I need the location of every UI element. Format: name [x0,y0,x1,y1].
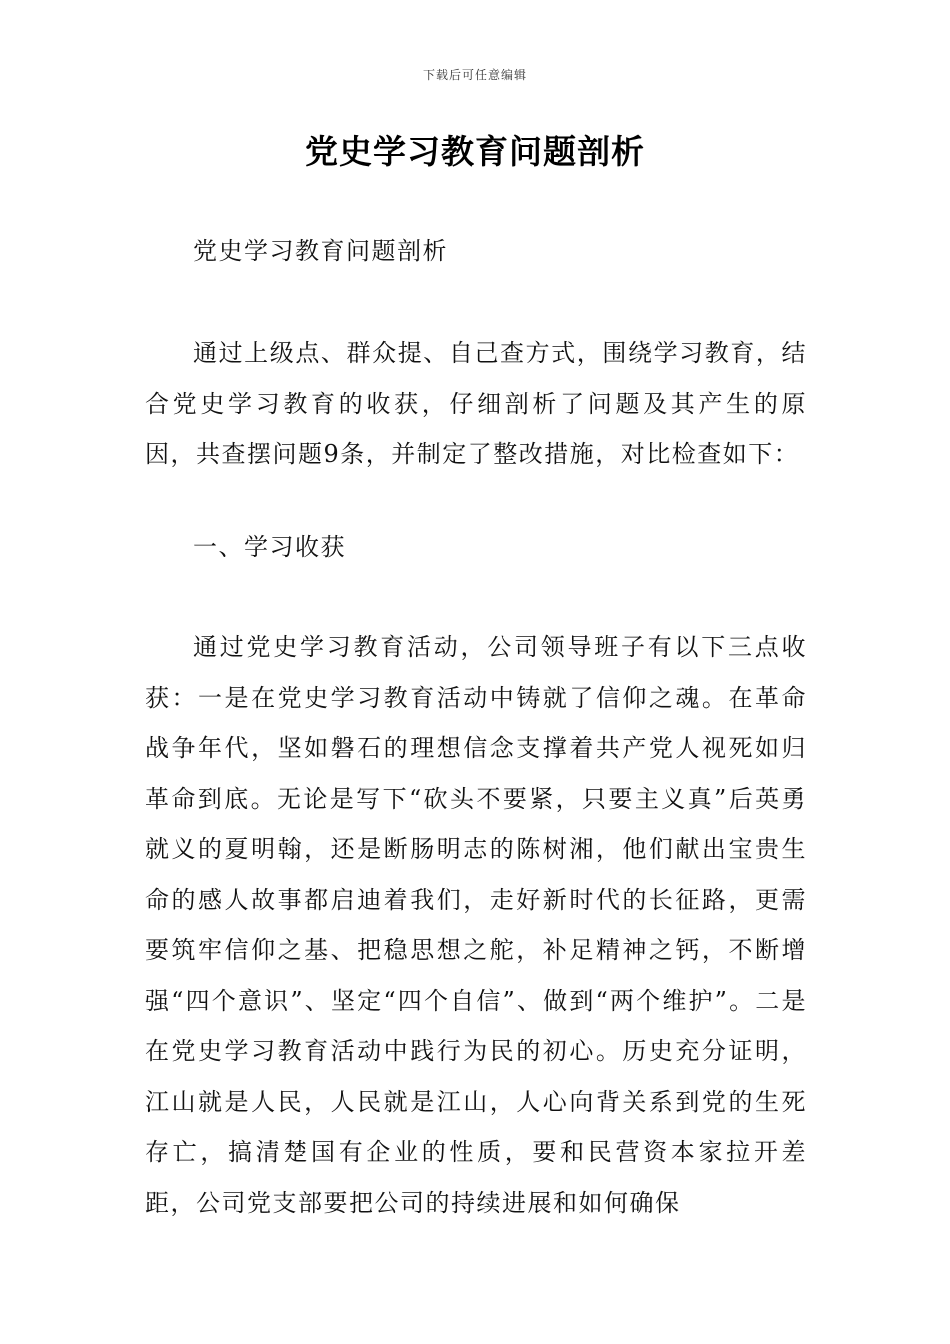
section-heading-learning-gains: 一、学习收获 [193,533,346,561]
header-note: 下载后可任意编辑 [422,68,527,82]
paragraph-subtitle: 党史学习教育问题剖析 [193,237,448,265]
document-title: 党史学习教育问题剖析 [305,132,645,171]
paragraph-intro: 通过上级点、群众提、自己查方式，围绕学习教育，结合党史学习教育的收获，仔细剖析了问题及其产生的原因，共查摆问题9条，并制定了整改措施，对比检查如下： [145,339,807,468]
paragraph-learning-gains: 通过党史学习教育活动，公司领导班子有以下三点收获：一是在党史学习教育活动中铸就了信仰之魂。在革命战争年代，坚如磐石的理想信念支撑着共产党人视死如归革命到底。无论是写下“砍头不要紧，只要主义真”后英勇就义的夏明翰，还是断肠明志的陈树湘，他们献出宝贵生命的感人故事都启迪着我们，走好新时代的长征路，更需要筑牢信仰之基、把稳思想之舵，补足精神之钙，不断增强“四个意识”、坚定“四个自信”、做到“两个维护”。二是在党史学习教育活动中践行为民的初心。历史充分证明，江山就是人民，人民就是江山，人心向背关系到党的生死存亡，搞清楚国有企业的性质，要和民营资本家拉开差距，公司党支部要把公司的持续进展和如何确保 [145,633,807,1217]
